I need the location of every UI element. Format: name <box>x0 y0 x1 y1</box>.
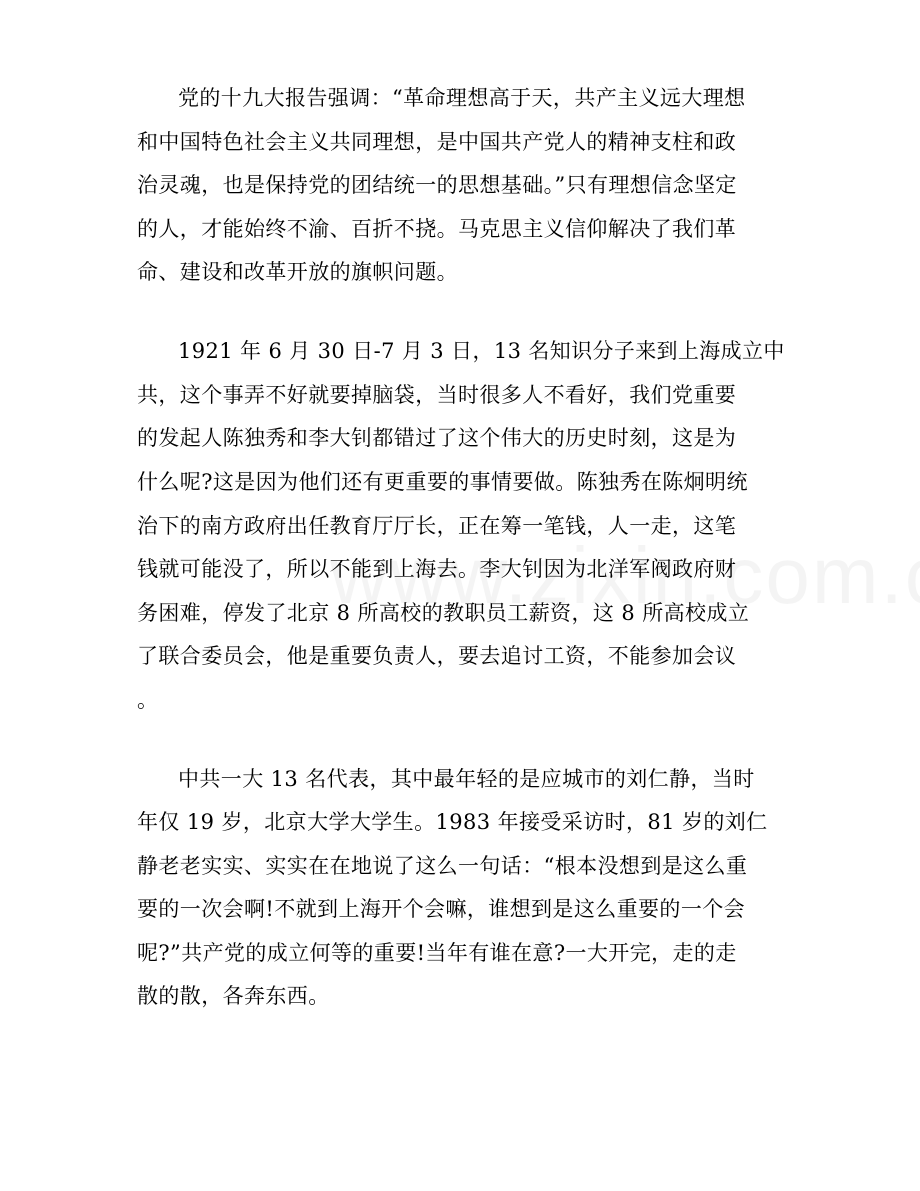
text-line: 1921 年 6 月 30 日-7 月 3 日，13 名知识分子来到上海成立中 <box>178 339 785 363</box>
text-line: 年仅 19 岁，北京大学大学生。1983 年接受采访时，81 岁的刘仁 <box>137 810 768 834</box>
text-line: 命、建设和改革开放的旗帜问题。 <box>137 260 458 284</box>
text-line: 呢?”共产党的成立何等的重要!当年有谁在意?一大开完，走的走 <box>137 941 737 965</box>
text-line: 共，这个事弄不好就要掉脑袋，当时很多人不看好，我们党重要 <box>137 383 737 407</box>
text-line: 治灵魂，也是保持党的团结统一的思想基础。”只有理想信念坚定 <box>137 173 737 197</box>
text-line: 中共一大 13 名代表，其中最年轻的是应城市的刘仁静，当时 <box>178 767 755 791</box>
text-line: 务困难，停发了北京 8 所高校的教职员工薪资，这 8 所高校成立 <box>137 601 750 625</box>
text-line: 散的散，各奔东西。 <box>137 984 330 1008</box>
text-line: 治下的南方政府出任教育厅厅长，正在筹一笔钱，人一走，这笔 <box>137 514 737 538</box>
text-line: 和中国特色社会主义共同理想，是中国共产党人的精神支柱和政 <box>137 130 737 154</box>
text-line: 要的一次会啊!不就到上海开个会嘛，谁想到是这么重要的一个会 <box>137 897 746 921</box>
text-line: 钱就可能没了，所以不能到上海去。李大钊因为北洋军阀政府财 <box>137 557 737 581</box>
text-line: 党的十九大报告强调：“革命理想高于天，共产主义远大理想 <box>178 86 746 110</box>
text-line: 。 <box>137 688 159 712</box>
text-line: 什么呢?这是因为他们还有更重要的事情要做。陈独秀在陈炯明统 <box>137 470 748 494</box>
text-line: 了联合委员会，他是重要负责人，要去追讨工资，不能参加会议 <box>137 644 737 668</box>
text-line: 的人，才能始终不渝、百折不挠。马克思主义信仰解决了我们革 <box>137 217 737 241</box>
text-line: 的发起人陈独秀和李大钊都错过了这个伟大的历史时刻，这是为 <box>137 426 737 450</box>
text-line: 静老老实实、实实在在地说了这么一句话：“根本没想到是这么重 <box>137 854 748 878</box>
